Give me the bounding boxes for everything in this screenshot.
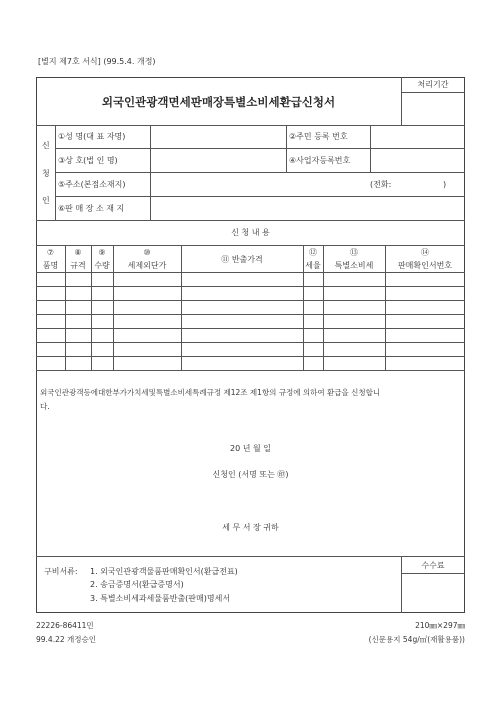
- col-num-5: ⑪: [221, 255, 230, 264]
- col-label-unit-price: 세제외단가: [127, 261, 167, 270]
- col-label-item: 품명: [42, 261, 59, 270]
- approval-date: 99.4.22 개정승인: [36, 635, 96, 644]
- details-header-rule: [36, 245, 465, 246]
- statement-line-1: 외국인관광객등에대한부가가치세및특별소비세특례규정 제12조 제1항의 규정에 의하여 환급을 신청합니: [40, 388, 381, 397]
- fee-label: 수수료: [421, 561, 445, 570]
- address-label: ⑤주소(본점소재지): [58, 180, 126, 189]
- title-bottom-rule: [36, 125, 465, 126]
- table-row-rule-3: [36, 314, 465, 315]
- form-reference: [별지 제7호 서식] (99.5.4. 개정): [38, 57, 156, 66]
- application-date: 20 년 월 일: [230, 444, 271, 453]
- table-col-rule-3: [113, 245, 114, 370]
- side-label-1: 신: [42, 141, 50, 150]
- resident-no-label: ②주민 등록 번호: [289, 132, 348, 141]
- fee-rule: [401, 573, 465, 574]
- col-label-export-price: [181, 256, 303, 264]
- paper-size: 210㎜×297㎜: [415, 621, 465, 630]
- side-label-2: 청: [42, 169, 50, 178]
- company-label: ③상 호(법 인 명): [58, 156, 118, 165]
- row-rule-1: [55, 148, 465, 149]
- table-col-rule-2: [91, 245, 92, 370]
- paper-type: (신문용지 54g/㎡(재활용품)): [368, 635, 465, 644]
- col-num-7: ⑬: [350, 248, 358, 257]
- col-num-6: ⑫: [309, 248, 317, 257]
- col-num-4: ⑩: [143, 248, 151, 257]
- statement-line-2: 다.: [40, 402, 50, 411]
- phone-close: ): [443, 180, 447, 189]
- phone-label: (전화:: [370, 180, 392, 189]
- table-col-rule-4: [181, 245, 182, 370]
- side-label-3: 인: [42, 196, 50, 205]
- attachments-label: 구비서류:: [44, 567, 78, 576]
- table-row-rule-5: [36, 342, 465, 343]
- table-col-rule-5: [303, 245, 304, 370]
- col-num-1: ⑦: [46, 248, 55, 257]
- col-label-export-price-text: 반출가격: [231, 255, 263, 264]
- row-rule-2: [55, 172, 465, 173]
- attachment-item-3: 3. 특별소비세과세물품반출(판매)명세서: [90, 594, 231, 603]
- table-row-rule-6: [36, 356, 465, 357]
- col-label-spec: 규격: [70, 261, 86, 270]
- table-col-rule-1: [65, 245, 66, 370]
- applicant-signature: 신청인 (서명 또는 ㊞): [212, 470, 289, 479]
- addressee: 세 무 서 장 귀하: [222, 523, 279, 532]
- table-bottom-rule: [36, 370, 465, 371]
- col-label-confirmation-no: 판매확인서번호: [397, 261, 453, 270]
- processing-period-rule: [401, 92, 465, 93]
- row-rule-4: [36, 220, 465, 221]
- col-num-3: ⑨: [98, 248, 106, 257]
- name-label: ①성 명(대 표 자명): [58, 132, 126, 141]
- col-num-2: ⑧: [74, 248, 82, 257]
- label-col-rule: [150, 125, 151, 220]
- col-label-qty: 수량: [94, 261, 110, 270]
- col-num-8: ⑭: [421, 248, 429, 257]
- mid-col-rule: [286, 125, 287, 172]
- table-row-rule-4: [36, 328, 465, 329]
- form-code: 22226-86411민: [36, 621, 94, 630]
- table-header-rule: [36, 272, 465, 273]
- table-row-rule-1: [36, 286, 465, 287]
- table-row-rule-2: [36, 300, 465, 301]
- table-col-rule-6: [323, 245, 324, 370]
- col-label-rate: 세율: [305, 261, 321, 270]
- col-label-special-tax: 특별소비세: [334, 261, 374, 270]
- details-header: 신 청 내 용: [231, 228, 270, 237]
- form-title: 외국인관광객면세판매장특별소비세환급신청서: [101, 95, 336, 109]
- attachment-item-2: 2. 송금증명서(환급증명서): [90, 580, 184, 589]
- right-label-col-rule: [370, 125, 371, 172]
- table-col-rule-7: [385, 245, 386, 370]
- row-rule-3: [55, 196, 465, 197]
- business-no-label: ④사업자등록번호: [289, 156, 351, 165]
- store-location-label: ⑥판 매 장 소 재 지: [58, 204, 125, 213]
- attachment-item-1: 1. 외국인관광객물품판매확인서(환급전표): [90, 567, 238, 576]
- processing-period-label: 처리기간: [417, 80, 449, 89]
